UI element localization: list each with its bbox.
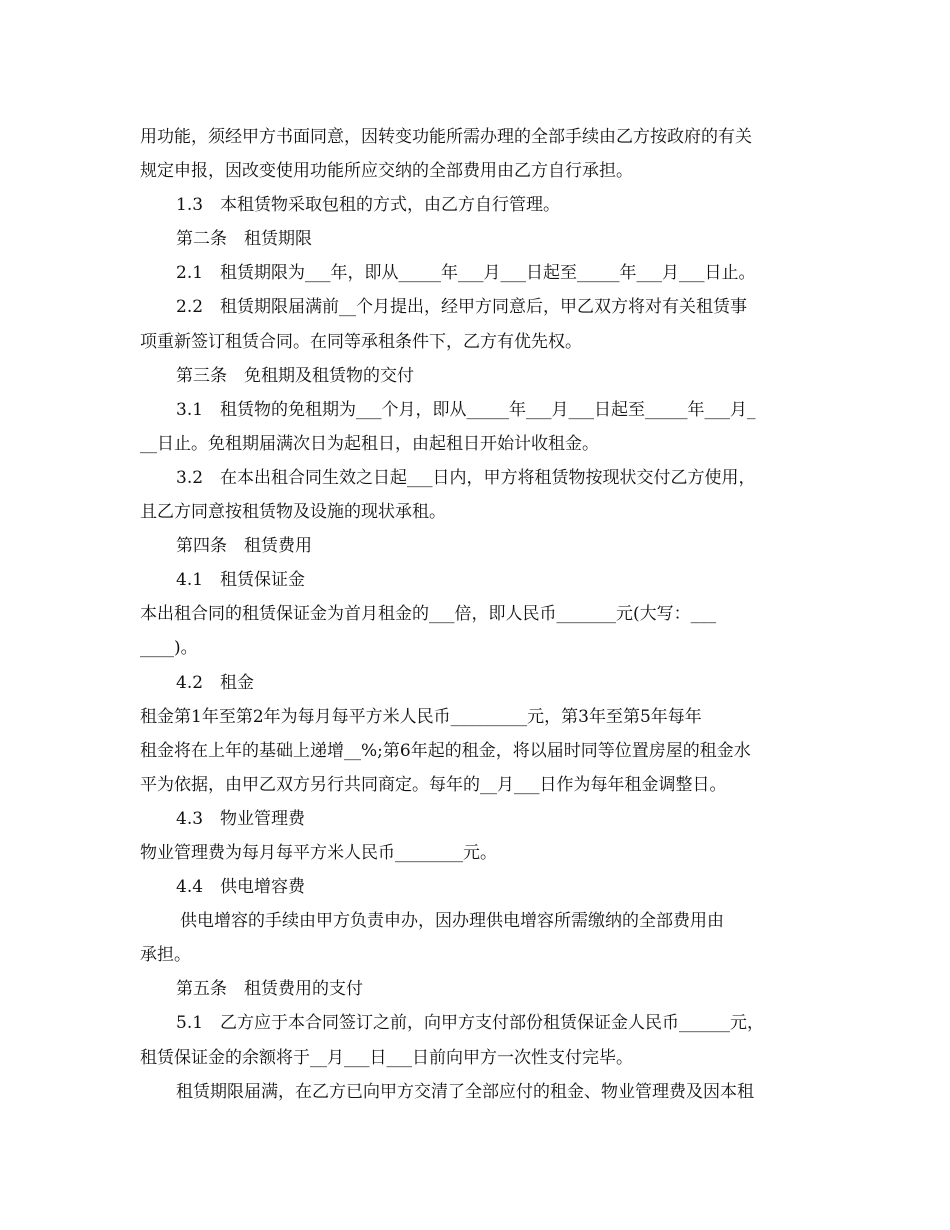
article-heading-5: 第五条 租赁费用的支付: [176, 979, 363, 1000]
text-line: 用功能，须经甲方书面同意，因转变功能所需办理的全部手续由乙方按政府的有关: [140, 127, 752, 147]
article-heading-2: 第二条 租赁期限: [176, 229, 312, 250]
clause-1-3: 1.3 本租赁物采取包租的方式，由乙方自行管理。: [176, 195, 561, 216]
document-body: [140, 120, 820, 1109]
clause-3-1: 3.1 租赁物的免租期为___个月，即从_____年___月___日起至_____年___月_: [176, 399, 756, 420]
clause-2-1: 2.1 租赁期限为___年，即从_____年___月___日起至_____年___月___日止。: [176, 263, 756, 284]
text-line: 租金将在上年的基础上递增__%;第6年起的租金，将以届时同等位置房屋的租金水: [140, 740, 751, 761]
text-line: 且乙方同意按租赁物及设施的现状承租。: [140, 502, 446, 523]
clause-4-4: 4.4 供电增容费: [176, 877, 306, 898]
clause-5-1: 5.1 乙方应于本合同签订之前，向甲方支付部份租赁保证金人民币______元，: [176, 1013, 765, 1034]
text-line: 租赁保证金的余额将于__月___日___日前向甲方一次性支付完毕。: [140, 1047, 633, 1068]
text-line: 供电增容的手续由甲方负责申办，因办理供电增容所需缴纳的全部费用由: [180, 911, 724, 932]
text-line: 承担。: [140, 945, 191, 966]
text-line: 本出租合同的租赁保证金为首月租金的___倍，即人民币_______元(大写：___: [140, 604, 717, 625]
text-line: 项重新签订租赁合同。在同等承租条件下，乙方有优先权。: [140, 331, 582, 352]
article-heading-3: 第三条 免租期及租赁物的交付: [176, 365, 414, 386]
clause-4-3: 4.3 物业管理费: [176, 808, 306, 829]
text-line: 租金第1年至第2年为每月每平方米人民币_________元，第3年至第5年每年: [140, 706, 702, 727]
text-line: 规定申报，因改变使用功能所应交纳的全部费用由乙方自行承担。: [140, 161, 633, 182]
clause-4-1: 4.1 租赁保证金: [176, 570, 306, 591]
text-line: 平为依据，由甲乙双方另行共同商定。每年的__月___日作为每年租金调整日。: [140, 774, 727, 795]
text-line: ____)。: [140, 638, 198, 659]
article-heading-4: 第四条 租赁费用: [176, 536, 312, 557]
clause-3-2: 3.2 在本出租合同生效之日起___日内，甲方将租赁物按现状交付乙方使用，: [176, 467, 756, 488]
clause-4-2: 4.2 租金: [176, 672, 255, 693]
text-line: 物业管理费为每月每平方米人民币________元。: [140, 842, 497, 863]
text-line: __日止。免租期届满次日为起租日，由起租日开始计收租金。: [140, 433, 599, 454]
text-line: 租赁期限届满，在乙方已向甲方交清了全部应付的租金、物业管理费及因本租: [176, 1081, 754, 1102]
clause-2-2: 2.2 租赁期限届满前__个月提出，经甲方同意后，甲乙双方将对有关租赁事: [176, 297, 748, 318]
